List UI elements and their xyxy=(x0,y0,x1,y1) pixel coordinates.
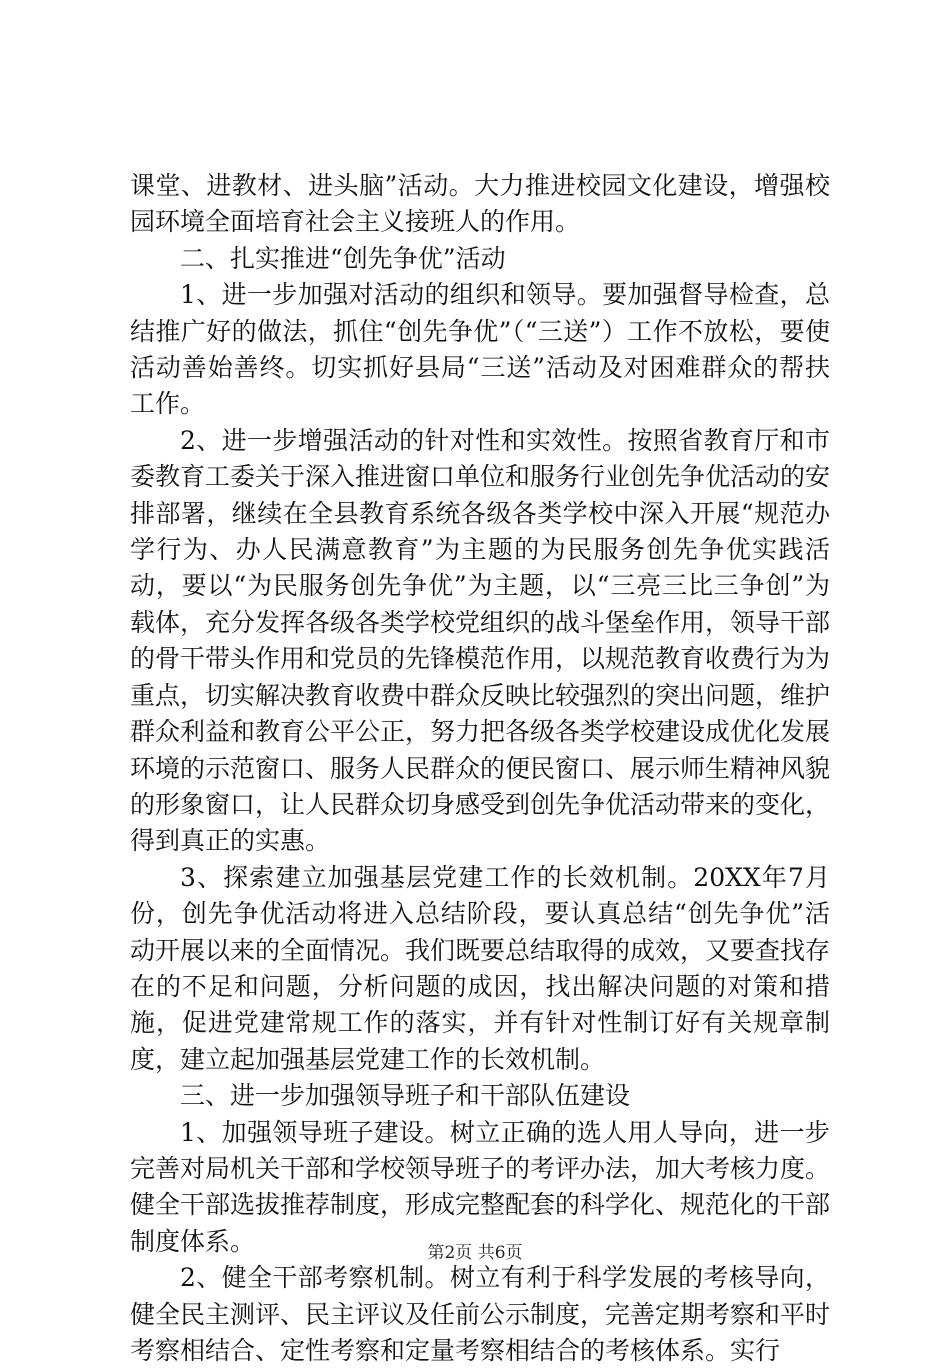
paragraph-2-3: 3、探索建立加强基层党建工作的长效机制。20XX年7月份，创先争优活动将进入总结阶段，要认真总结“创先争优”活动开展以来的全面情况。我们既要总结取得的成效，又要查找存在的不足和问题，分析问题的成因，找出解决问题的对策和措施，促进党建常规工作的落实，并有针对性制订好有关规章制度，建立起加强基层党建工作的长效机制。 xyxy=(130,862,831,1074)
paragraph-3-2: 2、健全干部考察机制。树立有利于科学发展的考核导向，健全民主测评、民主评议及任前公示制度，完善定期考察和平时考察相结合、定性考察和定量考察相结合的考核体系。实行 xyxy=(130,1263,831,1365)
paragraph-2-1: 1、进一步加强对活动的组织和领导。要加强督导检查，总结推广好的做法，抓住“创先争优”（“三送”）工作不放松，要使活动善始善终。切实抓好县局“三送”活动及对困难群众的帮扶工作。 xyxy=(130,280,830,419)
paragraph-3-1: 1、加强领导班子建设。树立正确的选人用人导向，进一步完善对局机关干部和学校领导班子的考评办法，加大考核力度。健全干部选拔推荐制度，形成完整配套的科学化、规范化的干部制度体系。 xyxy=(130,1117,831,1256)
section-heading-3: 三、进一步加强领导班子和干部队伍建设 xyxy=(180,1081,631,1111)
paragraph-continuation: 课堂、进教材、进头脑”活动。大力推进校园文化建设，增强校园环境全面培育社会主义接班人的作用。 xyxy=(130,171,830,237)
document-body xyxy=(130,168,830,1369)
section-heading-2: 二、扎实推进“创先争优”活动 xyxy=(180,243,506,273)
page-number-footer: 第2页 共6页 xyxy=(427,1243,523,1263)
paragraph-2-2: 2、进一步增强活动的针对性和实效性。按照省教育厅和市委教育工委关于深入推进窗口单位和服务行业创先争优活动的安排部署，继续在全县教育系统各级各类学校中深入开展“规范办学行为、办人民满意教育”为主题的为民服务创先争优实践活动，要以“为民服务创先争优”为主题，以“三亮三比三争创”为载体，充分发挥各级各类学校党组织的战斗堡垒作用，领导干部的骨干带头作用和党员的先锋模范作用，以规范教育收费行为为重点，切实解决教育收费中群众反映比较强烈的突出问题，维护群众利益和教育公平公正，努力把各级各类学校建设成优化发展环境的示范窗口、服务人民群众的便民窗口、展示师生精神风貌的形象窗口，让人民群众切身感受到创先争优活动带来的变化，得到真正的实惠。 xyxy=(130,425,831,856)
